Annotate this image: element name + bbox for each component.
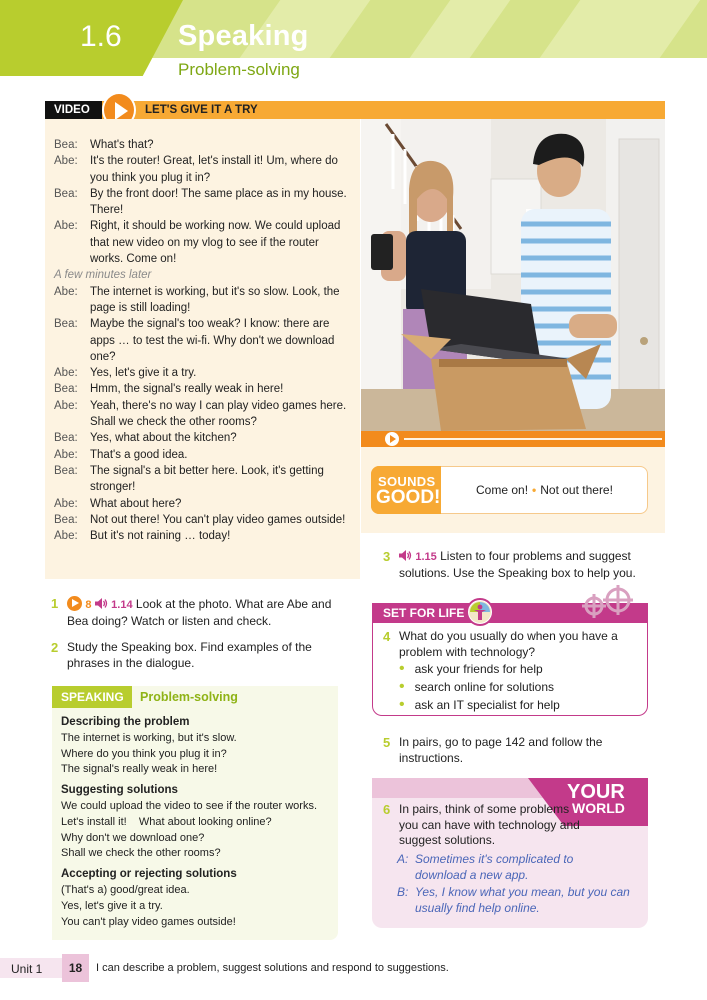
example-speaker-b: B: xyxy=(397,885,409,899)
dialogue-line xyxy=(54,267,354,283)
dialogue-line xyxy=(54,512,354,528)
play-icon[interactable] xyxy=(385,432,399,446)
speaker-name: Abe: xyxy=(54,285,78,298)
sounds-good-tag xyxy=(371,466,441,514)
task-number-5: 5 xyxy=(383,735,391,750)
speaker-name: Bea: xyxy=(54,513,78,526)
task-6: In pairs, think of some problems you can have with technology and suggest solutions. xyxy=(399,802,580,847)
track-number: 1.15 xyxy=(415,551,437,563)
dialogue-line xyxy=(54,430,354,446)
dialogue-text: What's that? xyxy=(90,139,154,151)
speaking-phrase: The internet is working, but it's slow. xyxy=(61,731,237,744)
speaker-name: Bea: xyxy=(54,139,78,151)
dialogue-line xyxy=(54,365,354,381)
header-stripe xyxy=(540,0,701,58)
dialogue-line xyxy=(54,153,354,186)
footer-objective: I can describe a problem, suggest solutions and respond to suggestions. xyxy=(96,962,449,974)
speaker-name: Bea: xyxy=(54,432,78,445)
video-still-photo[interactable] xyxy=(361,119,665,431)
task-2: Study the Speaking box. Find examples of the phrases in the dialogue. xyxy=(67,640,312,670)
gears-icon xyxy=(580,584,636,620)
dialogue-text: What about here? xyxy=(90,497,182,510)
dialogue-text: Yes, what about the kitchen? xyxy=(90,432,237,445)
track-number: 1.14 xyxy=(111,599,133,611)
task-number-6: 6 xyxy=(383,802,391,817)
speaking-phrase: (That's a) good/great idea. xyxy=(61,883,190,896)
speaking-phrase: Shall we check the other rooms? xyxy=(61,847,221,860)
video-heading: LET'S GIVE IT A TRY xyxy=(145,104,258,116)
speaker-name: Bea: xyxy=(54,383,78,396)
dialogue-text: The signal's a bit better here. Look, it's getting stronger! xyxy=(90,464,324,494)
video-bar xyxy=(45,101,665,119)
page-number: 18 xyxy=(62,954,89,982)
speaker-name: Abe: xyxy=(54,367,78,380)
speaker-name: Abe: xyxy=(54,399,78,412)
lesson-subtitle: Problem-solving xyxy=(178,60,300,79)
dialogue-text: The internet is working, but it's so slow. Look, the page is still loading! xyxy=(90,285,340,314)
task-number-4: 4 xyxy=(383,629,391,644)
dialogue-text: It's the router! Great, let's install it! Um, where do you think you plug it in? xyxy=(90,155,338,184)
set-for-life-label: SET FOR LIFE xyxy=(383,606,465,620)
speaker-name: Abe: xyxy=(54,497,78,510)
speaker-name: Abe: xyxy=(54,448,78,461)
sounds-good-line1: SOUNDS xyxy=(378,474,436,489)
speaker-name: Bea: xyxy=(54,187,78,200)
speaking-phrase: You can't play video games outside! xyxy=(61,915,236,928)
dialogue-line xyxy=(54,528,354,544)
footer-unit: Unit 1 xyxy=(11,962,43,976)
speaking-phrase: Where do you think you plug it in? xyxy=(61,747,227,760)
your-world-line1: YOUR xyxy=(567,781,625,803)
dialogue-text: But it's not raining … today! xyxy=(90,530,231,543)
dialogue-line xyxy=(54,463,354,496)
speaker-name: Abe: xyxy=(54,220,78,233)
video-progress-track[interactable] xyxy=(404,438,662,440)
task-number-3: 3 xyxy=(383,549,391,564)
audio-icon[interactable] xyxy=(95,598,108,609)
list-item: • search online for solutions xyxy=(399,678,560,696)
task-3 xyxy=(399,549,649,581)
dialogue-text: Not out there! You can't play video games outside! xyxy=(90,513,346,526)
list-item: • ask your friends for help xyxy=(399,660,560,678)
example-line-a: Sometimes it's complicated to download a new app. xyxy=(415,852,574,882)
speaking-section-title: Suggesting solutions xyxy=(61,784,178,797)
speaking-phrase: We could upload the video to see if the router works. xyxy=(61,799,317,812)
header-stripe xyxy=(410,0,511,58)
dialogue-line xyxy=(54,284,354,317)
speaking-phrase: The signal's really weak in here! xyxy=(61,763,218,776)
task-number-1: 1 xyxy=(51,596,59,611)
speaker-name: Bea: xyxy=(54,464,78,477)
speaker-name: Abe: xyxy=(54,155,78,168)
phrase-not-out-there: Not out there! xyxy=(540,483,613,497)
lesson-title: Speaking xyxy=(178,20,309,52)
dialogue-text: By the front door! The same place as in my house. There! xyxy=(90,187,347,217)
dialogue-line xyxy=(54,381,354,397)
dialogue xyxy=(54,137,354,544)
example-speaker-a: A: xyxy=(397,852,409,866)
audio-icon[interactable] xyxy=(399,550,412,561)
speaking-phrase: Yes, let's give it a try. xyxy=(61,899,163,912)
task-1-text: Look at the photo. What are Abe and Bea doing? Watch or listen and check. xyxy=(67,597,332,628)
phrase-come-on: Come on! xyxy=(476,483,529,497)
photo-illustration xyxy=(361,119,665,431)
speaking-section-title: Accepting or rejecting solutions xyxy=(61,868,237,881)
dialogue-text: Yeah, there's no way I can play video games here. Shall we check the other rooms? xyxy=(90,399,347,429)
speaker-name: Abe: xyxy=(54,530,78,543)
dialogue-text: Hmm, the signal's really weak in here! xyxy=(90,383,284,396)
sounds-good-phrases xyxy=(476,483,613,497)
video-label: VIDEO xyxy=(45,101,102,119)
task-number-2: 2 xyxy=(51,640,59,655)
video-icon[interactable] xyxy=(67,596,82,611)
dialogue-text: Yes, let's give it a try. xyxy=(90,367,197,380)
dialogue-text: Right, it should be working now. We could upload that new video on my vlog to see if the router works. Come on! xyxy=(90,220,341,266)
dialogue-line xyxy=(54,447,354,463)
dialogue-text: That's a good idea. xyxy=(90,448,188,461)
task-4: What do you usually do when you have a problem with technology? xyxy=(399,629,618,659)
speaker-name: Bea: xyxy=(54,318,78,331)
task-1 xyxy=(67,596,337,629)
unit-number: 1.6 xyxy=(80,20,122,53)
speaking-phrase: Let's install it! What about looking online? xyxy=(61,815,272,828)
dialogue-line xyxy=(54,218,354,267)
speaking-content xyxy=(61,715,331,930)
dialogue-line xyxy=(54,316,354,365)
speaking-heading: Problem-solving xyxy=(140,690,238,704)
example-line-b: Yes, I know what you mean, but you can usually find help online. xyxy=(415,885,630,915)
stage-direction: A few minutes later xyxy=(54,269,152,282)
task-4-bullets xyxy=(399,660,560,714)
video-number: 8 xyxy=(85,599,92,611)
sounds-good-line2: GOOD! xyxy=(376,487,441,508)
bullet-dot-icon: • xyxy=(532,483,537,497)
dialogue-line xyxy=(54,496,354,512)
dialogue-text: Maybe the signal's too weak? I know: there are apps … to test the wi-fi. Why don't we download one? xyxy=(90,318,335,363)
list-item: • ask an IT specialist for help xyxy=(399,696,560,714)
task-3-text: Listen to four problems and suggest solutions. Use the Speaking box to help you. xyxy=(399,549,636,580)
dialogue-line xyxy=(54,186,354,219)
task-5: In pairs, go to page 142 and follow the instructions. xyxy=(399,735,603,765)
speaking-phrase: Why don't we download one? xyxy=(61,831,205,844)
dialogue-line xyxy=(54,137,354,153)
speaking-section-title: Describing the problem xyxy=(61,716,190,728)
dialogue-line xyxy=(54,398,354,431)
your-world-line2: WORLD xyxy=(572,800,625,816)
speaking-tag: SPEAKING xyxy=(52,686,132,708)
person-icon xyxy=(466,598,494,626)
